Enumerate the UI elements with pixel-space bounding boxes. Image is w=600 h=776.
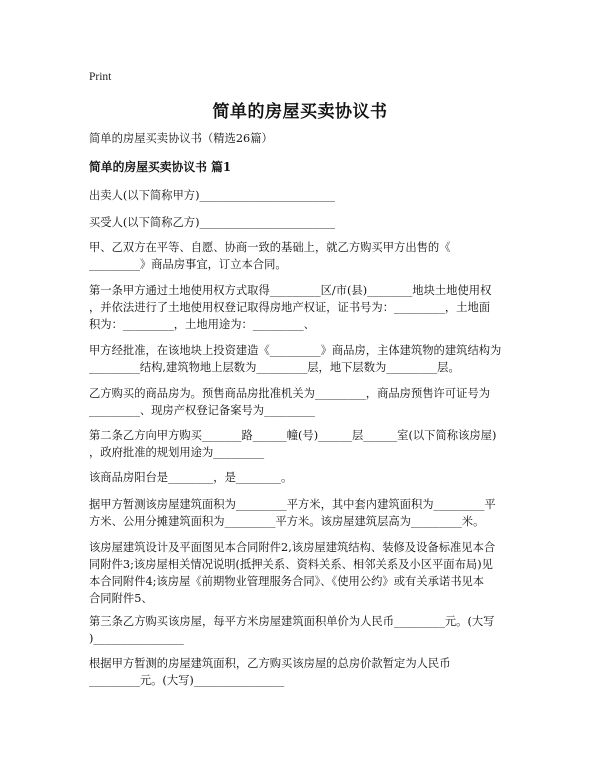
article3-paragraph bbox=[89, 613, 519, 647]
area-paragraph bbox=[89, 496, 519, 530]
text-line: _________、现房产权登记备案号为_________ bbox=[89, 404, 315, 417]
text-line: 同附件3;该房屋相关情况说明(抵押关系、资料关系、相邻关系及小区平面布局)见 bbox=[89, 558, 493, 571]
text-line: ，并依法进行了土地使用权登记取得房地产权证，证书号为：_________，土地面 bbox=[89, 301, 491, 314]
text-line: 根据甲方暂测的房屋建筑面积，乙方购买该房屋的总房价款暂定为人民币 bbox=[89, 657, 451, 670]
text-line: 第二条乙方向甲方购买_______路______幢(号)______层______室(以下简称该房屋) bbox=[89, 429, 497, 442]
text-line: 方米、公用分摊建筑面积为_________平方米。该房屋建筑层高为_________米。 bbox=[89, 515, 485, 528]
text-line: 第三条乙方购买该房屋，每平方米房屋建筑面积单价为人民币_________元。(大写 bbox=[89, 615, 495, 628]
page-title: 简单的房屋买卖协议书 bbox=[212, 102, 388, 122]
text-line: 甲方经批准，在该地块上投资建造《_________》商品房，主体建筑物的建筑结构为 bbox=[89, 344, 502, 357]
text-line: _________结构,建筑物地上层数为_________层，地下层数为_________层。 bbox=[89, 361, 460, 374]
document-subtitle bbox=[89, 130, 519, 147]
text-line: _________元。(大写)________________ bbox=[89, 674, 285, 687]
seller-paragraph bbox=[89, 187, 519, 204]
article2-paragraph bbox=[89, 427, 519, 461]
print-label: Print bbox=[89, 71, 112, 83]
text-line: ，政府批准的规划用途为_________ bbox=[89, 446, 265, 459]
text-line: 甲、乙双方在平等、自愿、协商一致的基础上，就乙方购买甲方出售的《 bbox=[89, 241, 451, 254]
text-line: 该商品房阳台是________，是________。 bbox=[89, 471, 293, 484]
text-line: 合同附件5、 bbox=[89, 592, 153, 605]
text-line: _________》商品房事宜，订立本合同。 bbox=[89, 258, 287, 271]
text-line: 本合同附件4;该房屋《前期物业管理服务合同》、《使用公约》或有关承诺书见本 bbox=[89, 575, 485, 588]
buyer-line: 买受人(以下简称乙方)________________________ bbox=[89, 216, 336, 229]
text-line: )________________ bbox=[89, 632, 184, 645]
approval-paragraph bbox=[89, 342, 519, 376]
text-line: 积为：_________，土地用途为：_________、 bbox=[89, 318, 315, 331]
balcony-paragraph bbox=[89, 469, 519, 486]
text-line: 据甲方暂测该房屋建筑面积为_________平方米，其中套内建筑面积为_________平 bbox=[89, 498, 496, 511]
total-price-paragraph bbox=[89, 655, 519, 689]
section-heading: 简单的房屋买卖协议书 篇1 bbox=[89, 160, 232, 174]
seller-line: 出卖人(以下简称甲方)________________________ bbox=[89, 189, 336, 202]
text-line: 乙方购买的商品房为。预售商品房批准机关为_________，商品房预售许可证号为 bbox=[89, 387, 491, 400]
text-line: 该房屋建筑设计及平面图见本合同附件2,该房屋建筑结构、装修及设备标准见本合 bbox=[89, 541, 496, 554]
article1-paragraph bbox=[89, 282, 519, 333]
intro-paragraph bbox=[89, 239, 519, 273]
presale-paragraph bbox=[89, 385, 519, 419]
subtitle-line: 简单的房屋买卖协议书（精选26篇） bbox=[89, 132, 273, 145]
attachments-paragraph bbox=[89, 539, 519, 607]
text-line: 第一条甲方通过土地使用权方式取得_________区/市(县)________地块土地使用权 bbox=[89, 284, 492, 297]
buyer-paragraph bbox=[89, 214, 519, 231]
